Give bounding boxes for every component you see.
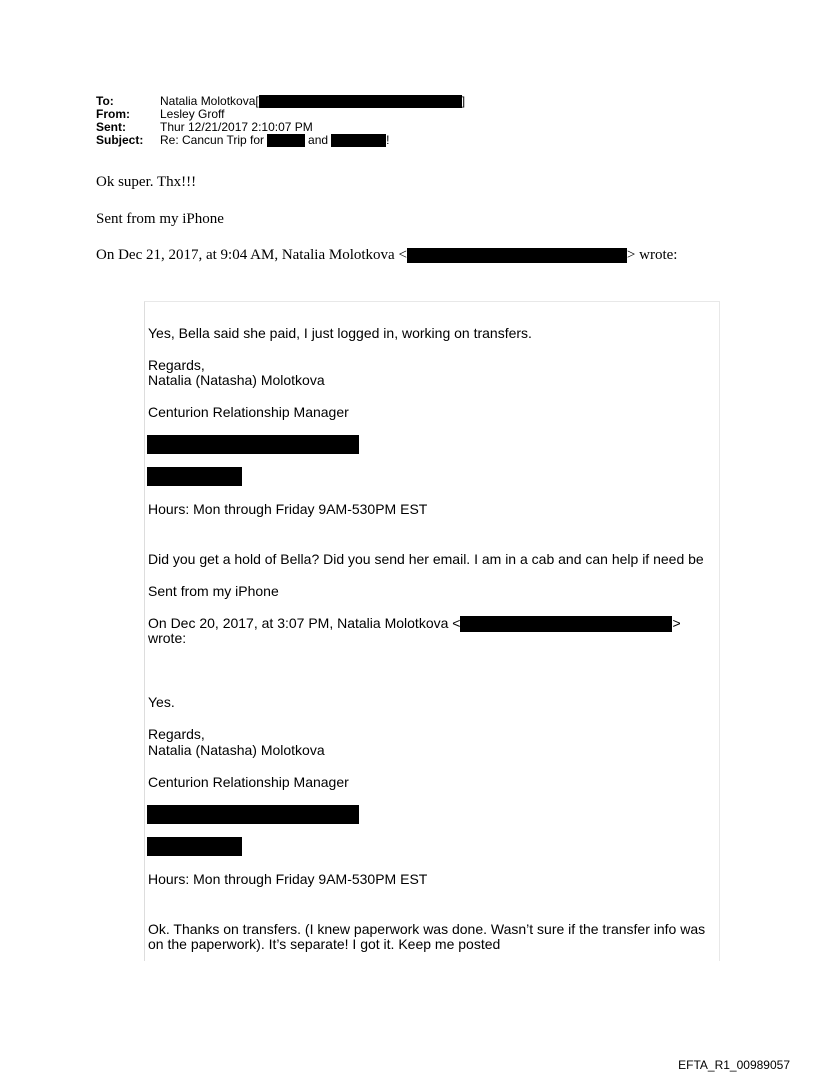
- redaction-block: [147, 435, 359, 454]
- regards: Regards,: [148, 357, 205, 373]
- quote-header: [96, 247, 677, 264]
- office-hours: Hours: Mon through Friday 9AM-530PM EST: [148, 871, 428, 887]
- to-label: To:: [96, 94, 114, 108]
- from-label: From:: [96, 107, 130, 121]
- sent-row: [96, 121, 465, 134]
- redaction-block: [331, 134, 386, 147]
- redaction-block: [147, 805, 359, 824]
- subject-suffix: !: [386, 133, 390, 147]
- sent-label: Sent:: [96, 120, 126, 134]
- sender-name: Natalia (Natasha) Molotkova: [148, 742, 325, 758]
- quoted-message: Ok. Thanks on transfers. (I knew paperwork was done. Wasn’t sure if the transfer info was on the paperwork). It’s separate! I got it. Keep me posted: [148, 921, 706, 952]
- subject-label: Subject:: [96, 133, 144, 147]
- redaction-block: [259, 95, 462, 108]
- nested-quote-wrote: wrote:: [148, 630, 187, 646]
- redaction-block: [147, 467, 242, 486]
- nested-quote-prefix: On Dec 20, 2017, at 3:07 PM, Natalia Molotkova <: [148, 615, 461, 631]
- subject-and: and: [308, 133, 329, 147]
- redaction-block: [407, 248, 627, 263]
- to-row: [96, 95, 465, 108]
- document-id: EFTA_R1_00989057: [678, 1058, 790, 1072]
- quoted-message: Did you get a hold of Bella? Did you send her email. I am in a cab and can help if need be: [148, 551, 704, 567]
- reply-text: Ok super. Thx!!!: [96, 174, 197, 190]
- quoted-thread: [144, 301, 720, 961]
- redaction-block: [147, 837, 242, 856]
- from-value: Lesley Groff: [160, 107, 225, 121]
- quoted-message: Yes.: [148, 694, 175, 710]
- redaction-block: [267, 134, 305, 147]
- reply-signature: Sent from my iPhone: [96, 211, 224, 227]
- quote-header-prefix: On Dec 21, 2017, at 9:04 AM, Natalia Molotkova <: [96, 247, 407, 263]
- quoted-message: Yes, Bella said she paid, I just logged in, working on transfers.: [148, 325, 532, 341]
- sender-title: Centurion Relationship Manager: [148, 404, 349, 420]
- quote-header-suffix: > wrote:: [626, 247, 678, 263]
- to-close: ]: [461, 94, 466, 108]
- email-header: [96, 95, 465, 147]
- nested-quote-header: [148, 616, 681, 632]
- subject-row: [96, 134, 465, 147]
- to-value: Natalia Molotkova[: [160, 94, 259, 108]
- subject-prefix: Re: Cancun Trip for: [160, 133, 265, 147]
- sent-value: Thur 12/21/2017 2:10:07 PM: [160, 120, 313, 134]
- quoted-signature: Sent from my iPhone: [148, 583, 279, 599]
- sender-title: Centurion Relationship Manager: [148, 774, 349, 790]
- regards: Regards,: [148, 726, 205, 742]
- office-hours: Hours: Mon through Friday 9AM-530PM EST: [148, 501, 428, 517]
- redaction-block: [460, 616, 672, 632]
- nested-quote-suffix: >: [672, 615, 681, 631]
- sender-name: Natalia (Natasha) Molotkova: [148, 372, 325, 388]
